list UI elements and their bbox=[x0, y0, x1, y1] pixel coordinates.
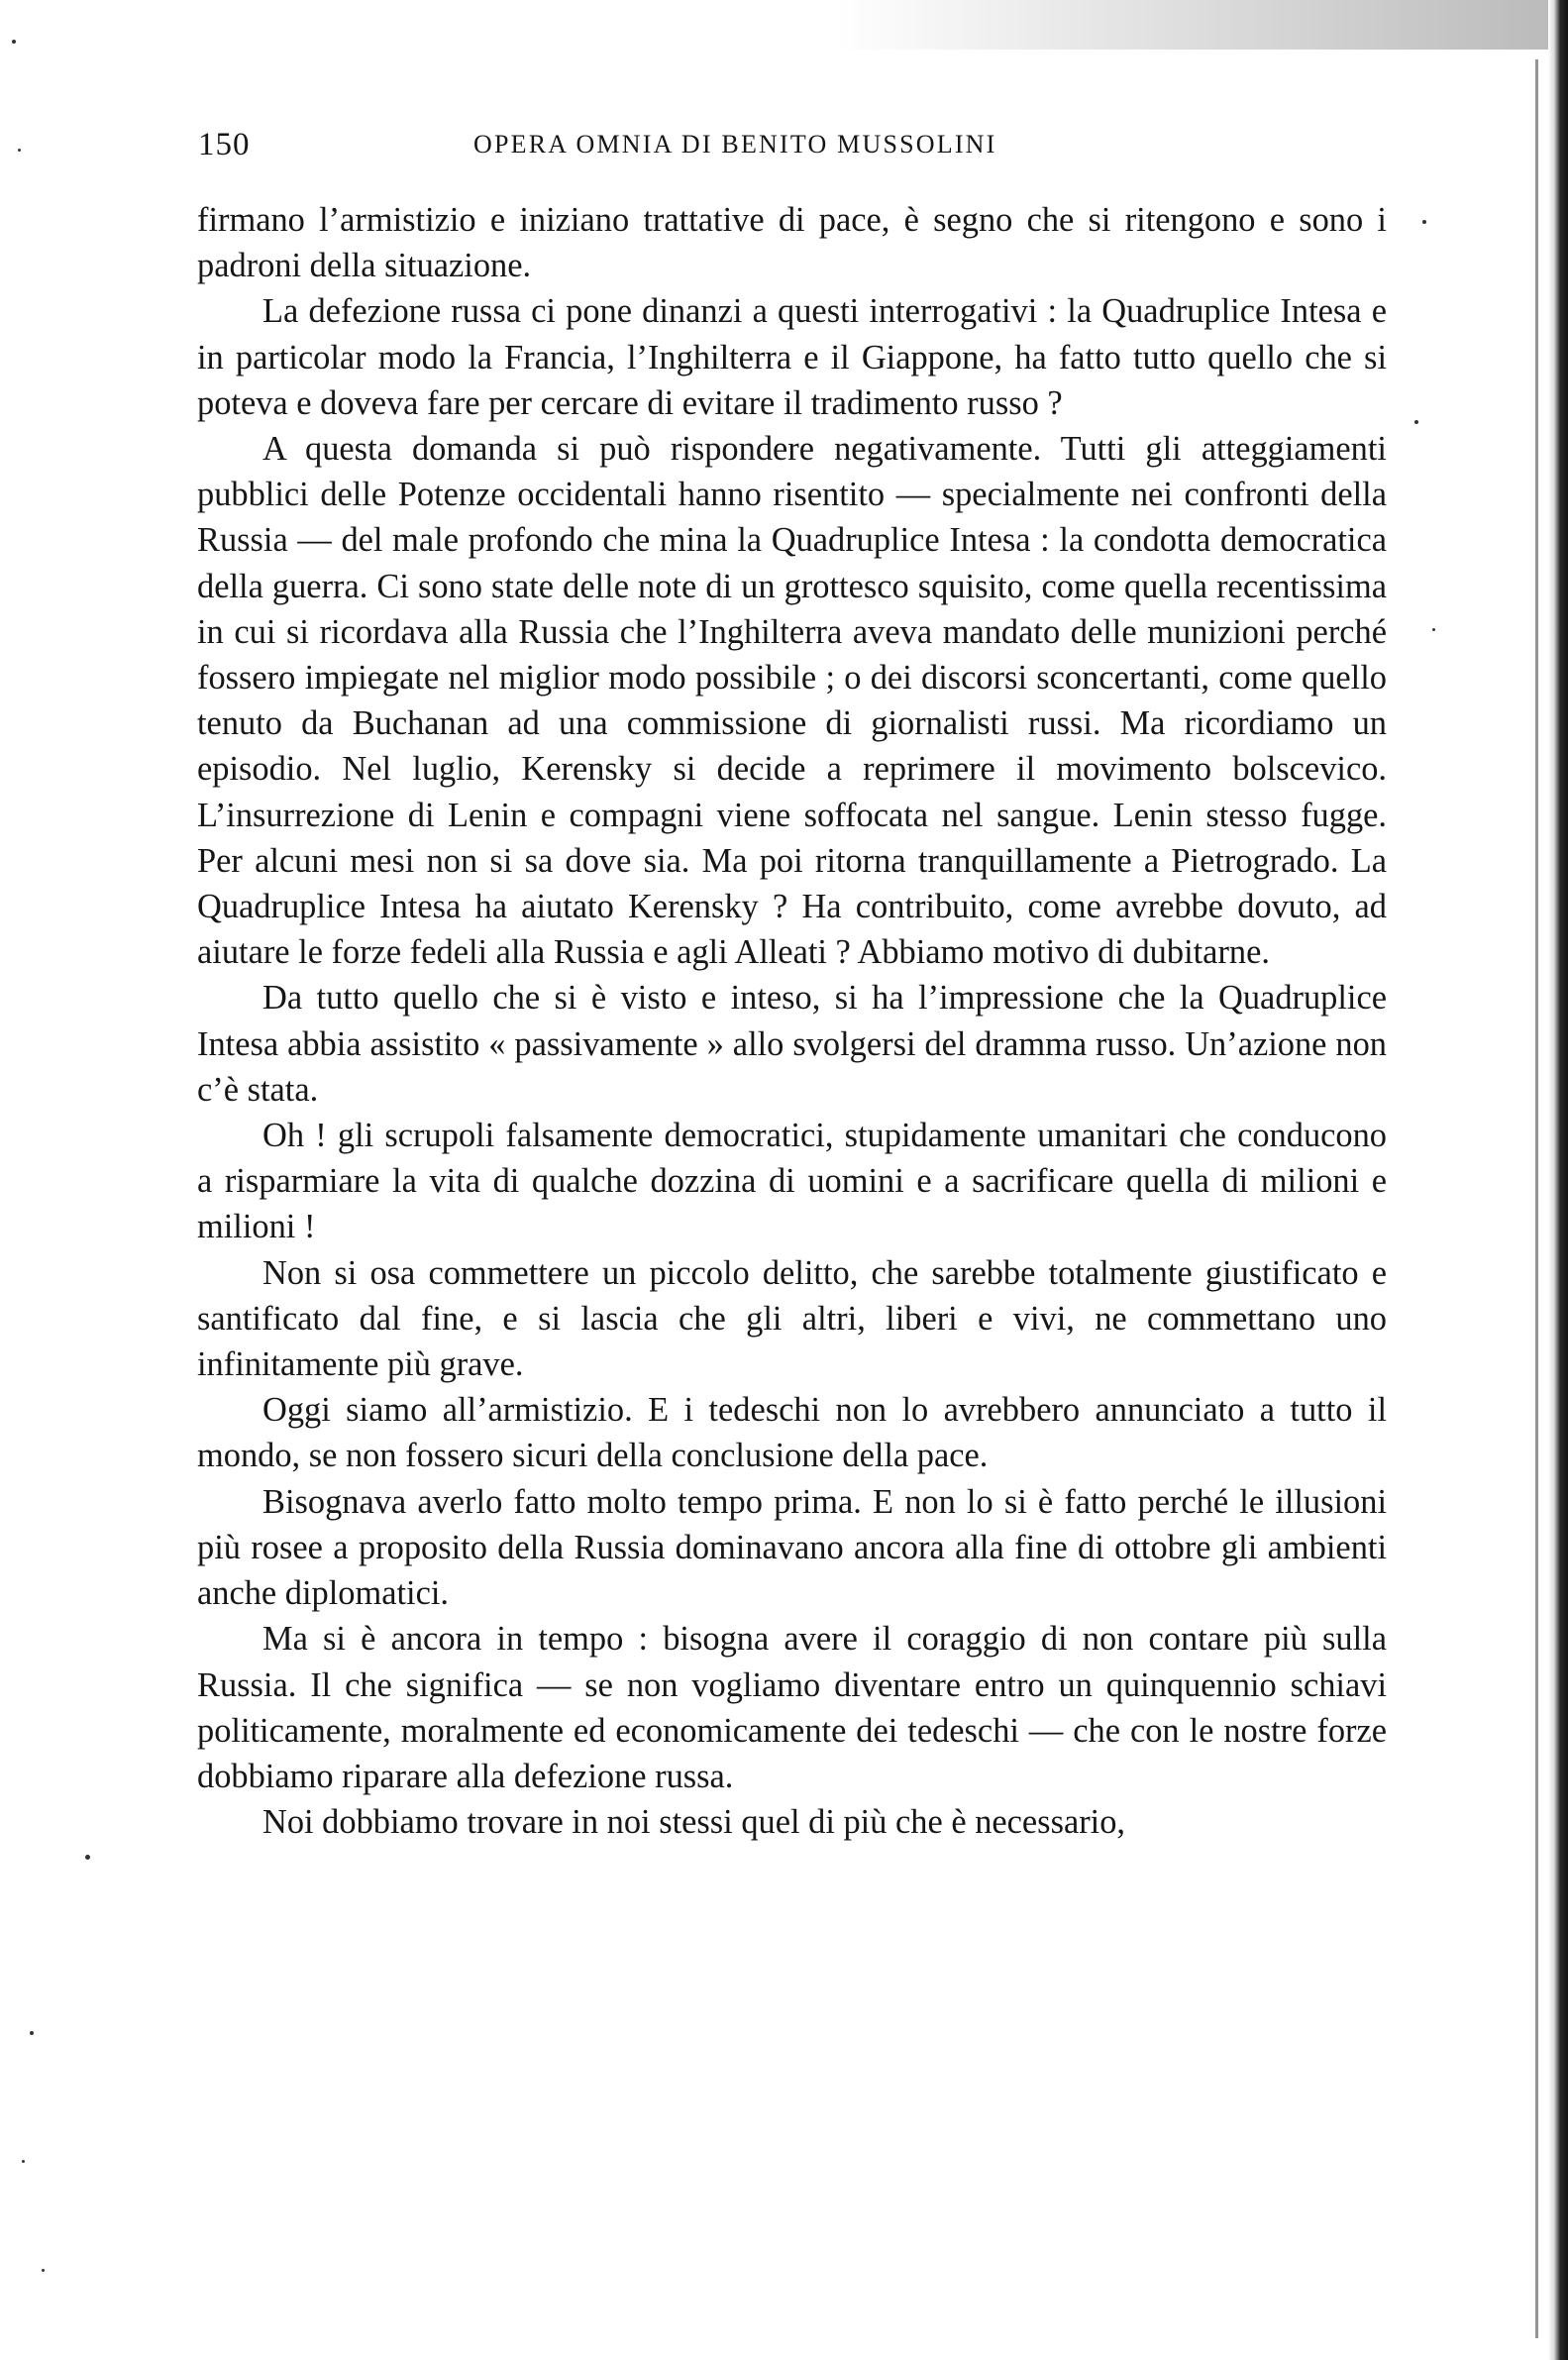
body-text bbox=[197, 197, 1387, 1845]
scan-speck bbox=[12, 40, 16, 44]
scan-speck bbox=[1432, 628, 1435, 631]
scan-noise bbox=[835, 0, 1548, 50]
paragraph: A questa domanda si può rispondere negativamente. Tutti gli atteggiamenti pubblici delle Potenze occidentali hanno risentito — specialmente nei confronti della Russia — del male profondo che mina la Quadruplice Intesa : la condotta democratica della guerra. Ci sono state delle note di un grottesco squisito, come quella recentissima in cui si ricordava alla Russia che l’Inghilterra aveva mandato delle munizioni perché fossero impiegate nel miglior modo possibile ; o dei discorsi sconcertanti, come quello tenuto da Buchanan ad una commissione di giornalisti russi. Ma ricordiamo un episodio. Nel luglio, Kerensky si decide a reprimere il movimento bolscevico. L’insurrezione di Lenin e compagni viene soffocata nel sangue. Lenin stesso fugge. Per alcuni mesi non si sa dove sia. Ma poi ritorna tranquillamente a Pietrogrado. La Quadruplice Intesa ha aiutato Kerensky ? Ha contribuito, come avrebbe dovuto, ad aiutare le forze fedeli alla Russia e agli Alleati ? Abbiamo motivo di dubitarne. bbox=[197, 430, 1387, 972]
paragraph: Oh ! gli scrupoli falsamente democratici, stupidamente umanitari che conducono a risparmiare la vita di qualche dozzina di uomini e a sacrificare quella di milioni e milioni ! bbox=[197, 1117, 1387, 1246]
binding-shadow-line bbox=[1535, 59, 1538, 2338]
paragraph: firmano l’armistizio e iniziano trattative di pace, è segno che si ritengono e sono i padroni della situazione. bbox=[197, 201, 1387, 285]
page-header bbox=[198, 127, 1387, 170]
scan-speck bbox=[1422, 220, 1426, 224]
paragraph: Non si osa commettere un piccolo delitto, che sarebbe totalmente giustificato e santificato dal fine, e si lascia che gli altri, liberi e vivi, ne commettano uno infinitamente più grave. bbox=[197, 1253, 1387, 1384]
paragraph: Da tutto quello che si è visto e inteso, si ha l’impressione che la Quadruplice Intesa abbia assistito « passivamente » allo svolgersi del dramma russo. Un’azione non c’è stata. bbox=[197, 979, 1387, 1109]
paragraph: Bisognava averlo fatto molto tempo prima. E non lo si è fatto perché le illusioni più rosee a proposito della Russia dominavano ancora alla fine di ottobre gli ambienti anche diplomatici. bbox=[197, 1482, 1387, 1613]
running-title: OPERA OMNIA DI BENITO MUSSOLINI bbox=[473, 130, 997, 159]
scan-speck bbox=[18, 149, 21, 152]
paragraph: Noi dobbiamo trovare in noi stessi quel di più che è necessario, bbox=[262, 1803, 1126, 1842]
paragraph: Oggi siamo all’armistizio. E i tedeschi non lo avrebbero annunciato a tutto il mondo, se non fossero sicuri della conclusione della pace. bbox=[197, 1391, 1387, 1475]
page-number: 150 bbox=[198, 127, 251, 162]
scan-speck bbox=[85, 1855, 90, 1860]
paragraph: La defezione russa ci pone dinanzi a questi interrogativi : la Quadruplice Intesa e in particolar modo la Francia, l’Inghilterra e il Giappone, ha fatto tutto quello che si poteva e doveva fare per cercare di evitare il tradimento russo ? bbox=[197, 292, 1387, 422]
paragraph: Ma si è ancora in tempo : bisogna avere il coraggio di non contare più sulla Russia. Il che significa — se non vogliamo diventare entro un quinquennio schiavi politicamente, moralmente ed economicamente dei tedeschi — che con le nostre forze dobbiamo riparare alla defezione russa. bbox=[197, 1620, 1387, 1795]
scan-speck bbox=[22, 2160, 25, 2163]
scan-speck bbox=[42, 2269, 45, 2272]
binding-edge bbox=[1548, 0, 1568, 2360]
scan-speck bbox=[1414, 420, 1418, 424]
scan-speck bbox=[30, 2031, 34, 2035]
